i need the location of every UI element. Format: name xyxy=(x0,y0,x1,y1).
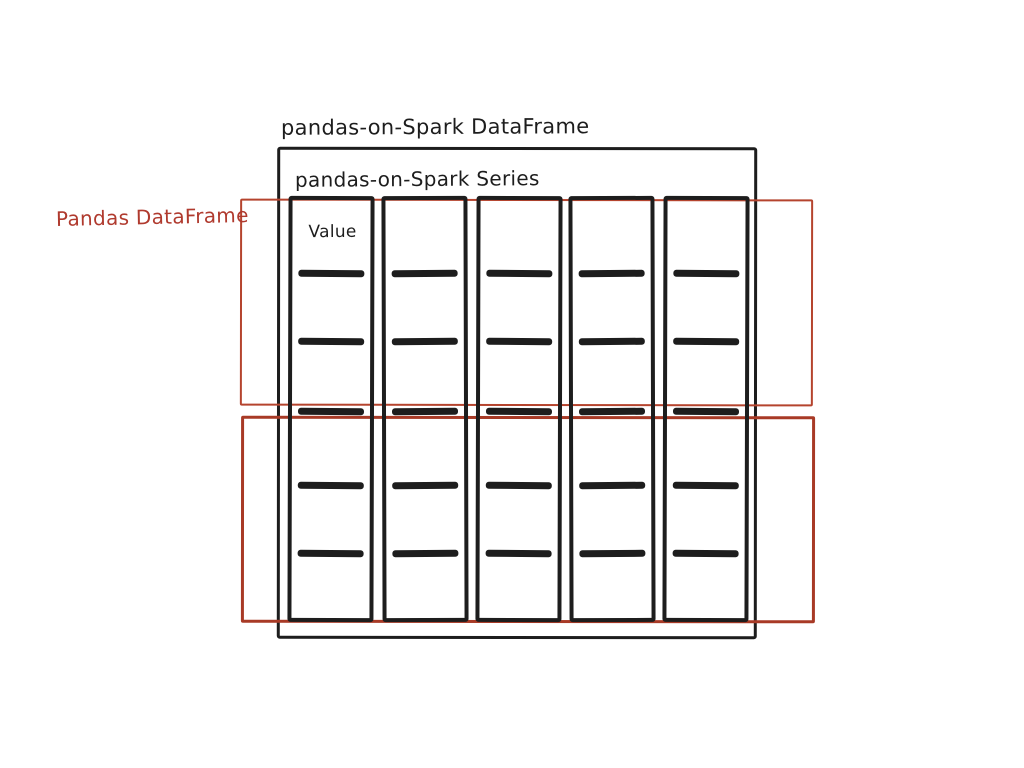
series-columns-group xyxy=(288,196,749,622)
value-row-dash xyxy=(579,338,645,346)
pandas-dataframe-label: Pandas DataFrame xyxy=(55,202,249,232)
value-row-dash xyxy=(392,408,458,416)
pandas-on-spark-series-label: pandas-on-Spark Series xyxy=(294,166,540,192)
value-row-dash xyxy=(580,482,646,490)
value-row-dash xyxy=(485,550,551,557)
value-label: Value xyxy=(308,221,357,243)
value-row-dash xyxy=(579,270,645,278)
value-row-dash xyxy=(674,270,740,277)
value-row-dash xyxy=(486,338,552,345)
value-row-dash xyxy=(298,550,364,557)
value-row-dash xyxy=(486,408,552,415)
value-row-dash xyxy=(485,482,551,489)
value-row-dash xyxy=(673,338,739,345)
value-row-dash xyxy=(392,338,458,346)
series-column-3 xyxy=(475,196,562,622)
value-row-dash xyxy=(673,482,739,489)
value-row-dash xyxy=(392,482,458,490)
value-row-dash xyxy=(580,550,646,558)
value-row-dash xyxy=(486,270,552,277)
value-row-dash xyxy=(298,270,364,277)
value-row-dash xyxy=(298,408,364,415)
series-column-2 xyxy=(381,196,468,622)
value-row-dash xyxy=(673,550,739,557)
series-column-1 xyxy=(287,196,374,622)
series-column-5 xyxy=(663,196,750,622)
series-column-4 xyxy=(569,196,656,622)
value-row-dash xyxy=(391,270,457,278)
value-row-dash xyxy=(392,550,458,558)
value-row-dash xyxy=(673,408,739,415)
pandas-on-spark-dataframe-title: pandas-on-Spark DataFrame xyxy=(280,114,590,140)
value-row-dash xyxy=(298,482,364,489)
value-row-dash xyxy=(579,408,645,416)
value-row-dash xyxy=(298,338,364,345)
